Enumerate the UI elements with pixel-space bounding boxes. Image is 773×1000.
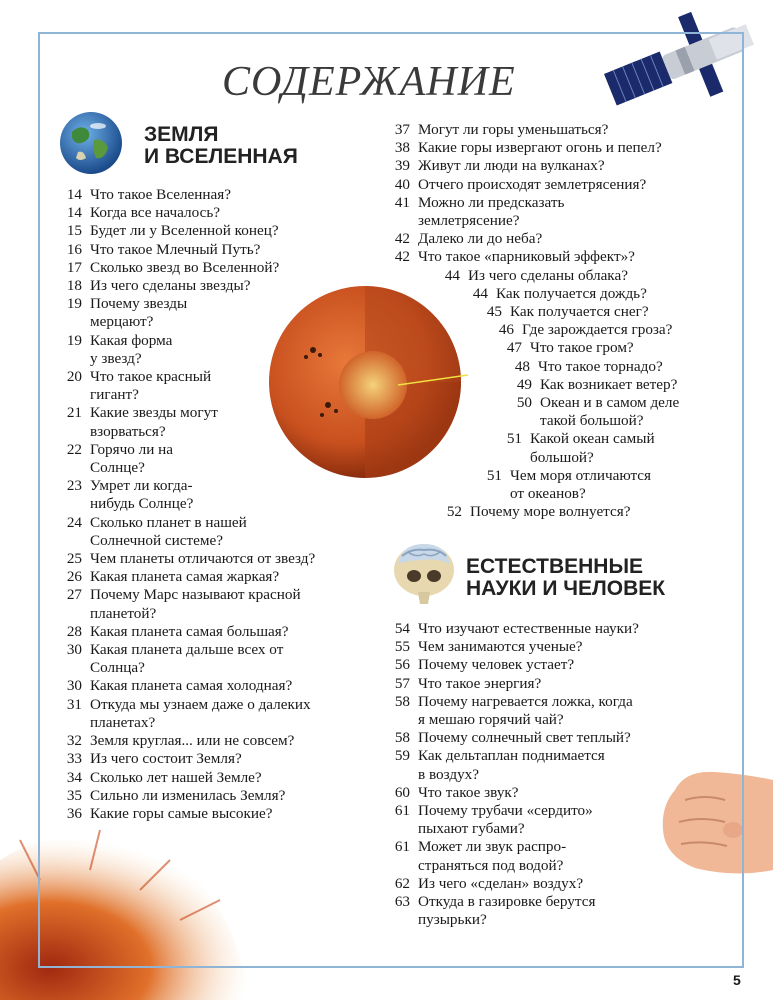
toc-page-number: 47	[506, 339, 522, 357]
toc-entry-title	[418, 157, 605, 175]
toc-entry-line: Чем занимаются ученые?	[418, 638, 583, 656]
toc-entry-line: Что такое звук?	[418, 783, 519, 801]
toc-entry	[388, 248, 679, 266]
toc-entry-line: Какие горы самые высокие?	[90, 804, 273, 822]
toc-page-number: 51	[506, 430, 522, 448]
toc-entry	[60, 568, 315, 586]
toc-entry-line: Какие горы извергают огонь и пепел?	[418, 139, 662, 157]
toc-entry-title	[90, 404, 218, 440]
toc-entry-line: Из чего сделаны облака?	[468, 266, 628, 284]
toc-entry-title	[90, 514, 247, 550]
toc-entry	[60, 404, 315, 440]
toc-page-number: 51	[486, 466, 502, 484]
toc-entry-line: Почему трубачи «сердито»	[418, 802, 593, 820]
toc-entry	[388, 893, 639, 929]
toc-entry-line: от океанов?	[510, 485, 586, 503]
toc-entry	[466, 285, 679, 303]
toc-entry-title	[496, 285, 647, 303]
toc-entry-title	[510, 303, 649, 321]
toc-entry-line: Когда все началось?	[90, 204, 220, 222]
toc-entry-title	[418, 675, 541, 693]
toc-page-number: 17	[66, 258, 82, 276]
toc-entry-line: Чем моря отличаются	[510, 466, 652, 484]
toc-page-number: 42	[394, 248, 410, 266]
toc-entry-line: Будет ли у Вселенной конец?	[90, 222, 279, 240]
toc-entry	[60, 204, 315, 222]
toc-entry-line: Какая планета дальше всех от	[90, 641, 284, 659]
toc-entry	[388, 784, 639, 802]
toc-page-number: 55	[394, 638, 410, 656]
section-heading-line: ЕСТЕСТВЕННЫЕ	[466, 555, 644, 578]
toc-entry	[388, 875, 639, 893]
toc-entry-title	[90, 550, 315, 568]
toc-entry	[60, 368, 315, 404]
toc-entry	[60, 769, 315, 787]
toc-page-number: 40	[394, 175, 410, 193]
toc-entry	[60, 805, 315, 823]
toc-entry	[60, 641, 315, 677]
toc-entry-line: в воздух?	[418, 765, 480, 783]
toc-entry-line: Почему звезды	[90, 295, 188, 313]
toc-entry-line: Умрет ли когда-	[90, 477, 193, 495]
toc-entry-line: планетах?	[90, 713, 156, 731]
toc-page-number: 34	[66, 768, 82, 786]
toc-page-number: 14	[66, 204, 82, 222]
toc-entry-line: планетой?	[90, 604, 157, 622]
toc-entry-line: землетрясение?	[418, 212, 520, 230]
toc-page-number: 61	[394, 802, 410, 820]
toc-entry	[500, 339, 679, 357]
toc-entry	[60, 477, 315, 513]
toc-entry-title	[538, 358, 663, 376]
toc-entry-line: Что такое Вселенная?	[90, 186, 232, 203]
toc-entry-line: Сколько звезд во Вселенной?	[90, 258, 280, 276]
toc-page-number: 22	[66, 440, 82, 458]
toc-entry	[500, 430, 679, 466]
toc-page-number: 20	[66, 368, 82, 386]
toc-entry-line: Океан и в самом деле	[540, 394, 680, 412]
toc-entry	[388, 620, 639, 638]
toc-page-number: 60	[394, 783, 410, 801]
toc-page-number: 39	[394, 157, 410, 175]
toc-entry-line: Почему нагревается ложка, когда	[418, 692, 633, 710]
toc-entry-title	[90, 805, 272, 823]
toc-entry-line: Что изучают естественные науки?	[418, 620, 639, 637]
toc-entry-title	[90, 204, 220, 222]
toc-page-number: 54	[394, 620, 410, 637]
toc-entry-line: Какая планета самая большая?	[90, 622, 289, 640]
toc-entry	[60, 241, 315, 259]
toc-page-number: 41	[394, 193, 410, 211]
toc-entry-line: страняться под водой?	[418, 856, 564, 874]
toc-entry	[388, 675, 639, 693]
toc-page-number: 30	[66, 641, 82, 659]
toc-entry-line: Почему море волнуется?	[470, 503, 631, 521]
toc-entry-title	[90, 623, 289, 641]
toc-entry	[60, 295, 315, 331]
toc-page-number: 63	[394, 893, 410, 911]
section-heading-earth	[144, 124, 298, 168]
toc-entry-title	[418, 230, 542, 248]
toc-entry	[60, 586, 315, 622]
toc-entry	[438, 267, 679, 285]
toc-entry	[60, 696, 315, 732]
toc-entry	[388, 693, 639, 729]
toc-entry-line: Почему Марс называют красной	[90, 586, 301, 604]
toc-entry	[60, 332, 315, 368]
toc-entry-title	[540, 376, 677, 394]
toc-right-column-top	[388, 121, 679, 521]
toc-page-number: 33	[66, 750, 82, 768]
section-heading-line: ЗЕМЛЯ	[144, 123, 219, 146]
toc-page-number: 23	[66, 477, 82, 495]
toc-entry-title	[90, 787, 285, 805]
toc-entry-line: Отчего происходят землетрясения?	[418, 175, 647, 193]
toc-entry	[388, 194, 679, 230]
toc-entry-line: взорваться?	[90, 422, 166, 440]
toc-page-number: 52	[446, 503, 462, 521]
toc-entry-line: Откуда мы узнаем даже о далеких	[90, 695, 311, 713]
toc-page-number: 45	[486, 303, 502, 321]
toc-entry-line: Что такое торнадо?	[538, 357, 663, 375]
toc-page-number: 37	[394, 121, 410, 138]
toc-page-number: 38	[394, 139, 410, 157]
toc-entry-title	[90, 368, 211, 404]
toc-entry	[480, 467, 679, 503]
toc-entry-line: Чем планеты отличаются от звезд?	[90, 550, 316, 568]
toc-entry	[60, 732, 315, 750]
section-heading-science	[466, 556, 665, 600]
toc-entry-line: Далеко ли до неба?	[418, 230, 543, 248]
toc-page-number: 46	[498, 321, 514, 339]
toc-entry-title	[90, 477, 193, 513]
toc-entry-title	[418, 121, 608, 139]
toc-entry	[388, 638, 639, 656]
toc-entry-line: Что такое красный	[90, 368, 212, 386]
toc-entry-line: Почему солнечный свет теплый?	[418, 729, 631, 747]
toc-entry	[388, 121, 679, 139]
toc-entry-title	[418, 638, 583, 656]
toc-entry-line: Как получается дождь?	[496, 284, 647, 302]
toc-page-number: 49	[516, 375, 532, 393]
toc-entry	[492, 321, 679, 339]
toc-page-number: 42	[394, 230, 410, 248]
toc-page-number: 58	[394, 729, 410, 747]
toc-entry-title	[418, 747, 605, 783]
toc-page-number: 19	[66, 331, 82, 349]
toc-entry	[60, 514, 315, 550]
page-title: СОДЕРЖАНИЕ	[222, 59, 516, 105]
toc-page-number: 21	[66, 404, 82, 422]
toc-entry-title	[90, 568, 279, 586]
toc-page-number: 44	[472, 284, 488, 302]
toc-entry-title	[418, 838, 566, 874]
toc-entry-line: Что такое энергия?	[418, 674, 542, 692]
toc-page-number: 32	[66, 732, 82, 750]
toc-entry-title	[522, 321, 672, 339]
toc-entry-line: Солнечной системе?	[90, 531, 223, 549]
toc-entry-title	[418, 194, 564, 230]
toc-entry-title	[90, 441, 173, 477]
toc-entry-line: Откуда в газировке берутся	[418, 893, 596, 911]
toc-entry-title	[510, 467, 651, 503]
toc-entry-title	[418, 693, 633, 729]
toc-entry-title	[90, 277, 250, 295]
toc-left-column	[60, 186, 315, 823]
section-heading-line: НАУКИ И ЧЕЛОВЕК	[466, 577, 666, 600]
toc-entry	[388, 802, 639, 838]
toc-entry-line: Солнце?	[90, 459, 145, 477]
toc-page-number: 18	[66, 277, 82, 295]
toc-page-number: 14	[66, 186, 82, 203]
toc-entry-line: Что такое Млечный Путь?	[90, 240, 261, 258]
toc-entry	[60, 750, 315, 768]
toc-page-number: 50	[516, 394, 532, 412]
toc-page-number: 26	[66, 568, 82, 586]
toc-entry-line: Как получается снег?	[510, 303, 649, 321]
toc-entry-title	[468, 267, 628, 285]
toc-entry	[60, 186, 315, 204]
toc-entry	[388, 747, 639, 783]
toc-page-number: 25	[66, 550, 82, 568]
toc-entry	[60, 222, 315, 240]
toc-page-number: 59	[394, 747, 410, 765]
toc-entry-line: пыхают губами?	[418, 820, 525, 838]
toc-entry-line: Сколько лет нашей Земле?	[90, 768, 262, 786]
toc-page-number: 48	[514, 357, 530, 375]
toc-entry-title	[90, 769, 262, 787]
toc-entry-title	[90, 696, 311, 732]
toc-entry-line: я мешаю горячий чай?	[418, 711, 564, 729]
toc-entry-line: Могут ли горы уменьшаться?	[418, 121, 609, 138]
toc-entry-line: большой?	[530, 448, 594, 466]
toc-entry-line: Какой океан самый	[530, 430, 655, 448]
toc-entry-title	[90, 750, 242, 768]
toc-entry	[60, 787, 315, 805]
toc-entry-title	[418, 802, 593, 838]
toc-entry-line: Что такое «парниковый эффект»?	[418, 248, 635, 266]
toc-entry-line: Сколько планет в нашей	[90, 513, 247, 531]
toc-entry-title	[418, 875, 583, 893]
toc-entry	[510, 394, 679, 430]
toc-entry-title	[90, 677, 292, 695]
toc-entry	[60, 623, 315, 641]
toc-entry-line: Живут ли люди на вулканах?	[418, 157, 605, 175]
toc-entry-line: Из чего «сделан» воздух?	[418, 874, 584, 892]
toc-page-number: 58	[394, 692, 410, 710]
toc-entry-title	[90, 332, 172, 368]
toc-entry	[60, 550, 315, 568]
toc-entry-title	[418, 139, 662, 157]
toc-page-number: 62	[394, 874, 410, 892]
toc-entry	[388, 176, 679, 194]
section-heading-line: И ВСЕЛЕННАЯ	[144, 145, 298, 168]
toc-entry	[388, 157, 679, 175]
toc-entry-title	[470, 503, 630, 521]
toc-entry-title	[90, 732, 294, 750]
toc-entry	[388, 656, 639, 674]
toc-page-number: 24	[66, 513, 82, 531]
toc-entry-title	[530, 339, 634, 357]
toc-entry-title	[418, 729, 631, 747]
toc-entry-line: Что такое гром?	[530, 339, 634, 357]
toc-entry-title	[418, 656, 574, 674]
toc-entry	[388, 729, 639, 747]
toc-entry-line: у звезд?	[90, 349, 142, 367]
toc-entry	[510, 376, 679, 394]
toc-page-number: 16	[66, 240, 82, 258]
toc-entry	[440, 503, 679, 521]
toc-entry-title	[90, 641, 283, 677]
toc-entry-line: Какие звезды могут	[90, 404, 218, 422]
toc-entry-line: мерцают?	[90, 313, 154, 331]
toc-entry	[388, 838, 639, 874]
toc-entry-line: Можно ли предсказать	[418, 193, 565, 211]
toc-entry-title	[540, 394, 679, 430]
toc-entry-title	[530, 430, 655, 466]
toc-entry-line: Может ли звук распро-	[418, 838, 567, 856]
toc-entry-title	[418, 893, 595, 929]
page-number: 5	[733, 972, 741, 988]
toc-entry-line: Сильно ли изменилась Земля?	[90, 786, 286, 804]
toc-entry	[60, 277, 315, 295]
toc-entry	[60, 259, 315, 277]
toc-right-column-bottom	[388, 620, 639, 929]
toc-entry	[508, 358, 679, 376]
toc-entry-line: гигант?	[90, 386, 139, 404]
toc-page-number: 19	[66, 295, 82, 313]
toc-entry-title	[90, 222, 279, 240]
toc-page-number: 61	[394, 838, 410, 856]
toc-page-number: 57	[394, 674, 410, 692]
toc-entry-title	[90, 186, 231, 204]
toc-entry-line: Почему человек устает?	[418, 656, 575, 674]
toc-entry-line: пузырьки?	[418, 911, 487, 929]
toc-page-number: 36	[66, 804, 82, 822]
toc-entry-line: Какая форма	[90, 331, 173, 349]
toc-entry-line: Из чего состоит Земля?	[90, 750, 242, 768]
toc-entry-line: Как дельтаплан поднимается	[418, 747, 605, 765]
toc-entry-line: Какая планета самая холодная?	[90, 677, 293, 695]
toc-entry-title	[90, 259, 279, 277]
toc-entry	[480, 303, 679, 321]
toc-page-number: 27	[66, 586, 82, 604]
toc-page-number: 44	[444, 266, 460, 284]
toc-entry-line: Из чего сделаны звезды?	[90, 277, 251, 295]
toc-entry-line: Где зарождается гроза?	[522, 321, 673, 339]
toc-entry-title	[418, 176, 646, 194]
toc-entry-title	[418, 248, 635, 266]
toc-entry-title	[90, 241, 260, 259]
toc-entry-line: Солнца?	[90, 659, 145, 677]
toc-entry	[388, 230, 679, 248]
toc-entry	[388, 139, 679, 157]
toc-entry	[60, 441, 315, 477]
toc-entry-title	[90, 586, 301, 622]
toc-entry-title	[418, 620, 639, 638]
toc-page-number: 30	[66, 677, 82, 695]
toc-page-number: 15	[66, 222, 82, 240]
toc-entry-line: Земля круглая... или не совсем?	[90, 732, 295, 750]
toc-page-number: 56	[394, 656, 410, 674]
toc-entry-line: нибудь Солнце?	[90, 495, 194, 513]
toc-entry-title	[418, 784, 519, 802]
toc-entry-line: Какая планета самая жаркая?	[90, 568, 280, 586]
toc-entry	[60, 677, 315, 695]
toc-entry-line: такой большой?	[540, 412, 644, 430]
toc-page-number: 35	[66, 786, 82, 804]
toc-page-number: 28	[66, 622, 82, 640]
toc-entry-line: Горячо ли на	[90, 440, 174, 458]
toc-page-number: 31	[66, 695, 82, 713]
toc-entry-line: Как возникает ветер?	[540, 375, 678, 393]
toc-entry-title	[90, 295, 187, 331]
